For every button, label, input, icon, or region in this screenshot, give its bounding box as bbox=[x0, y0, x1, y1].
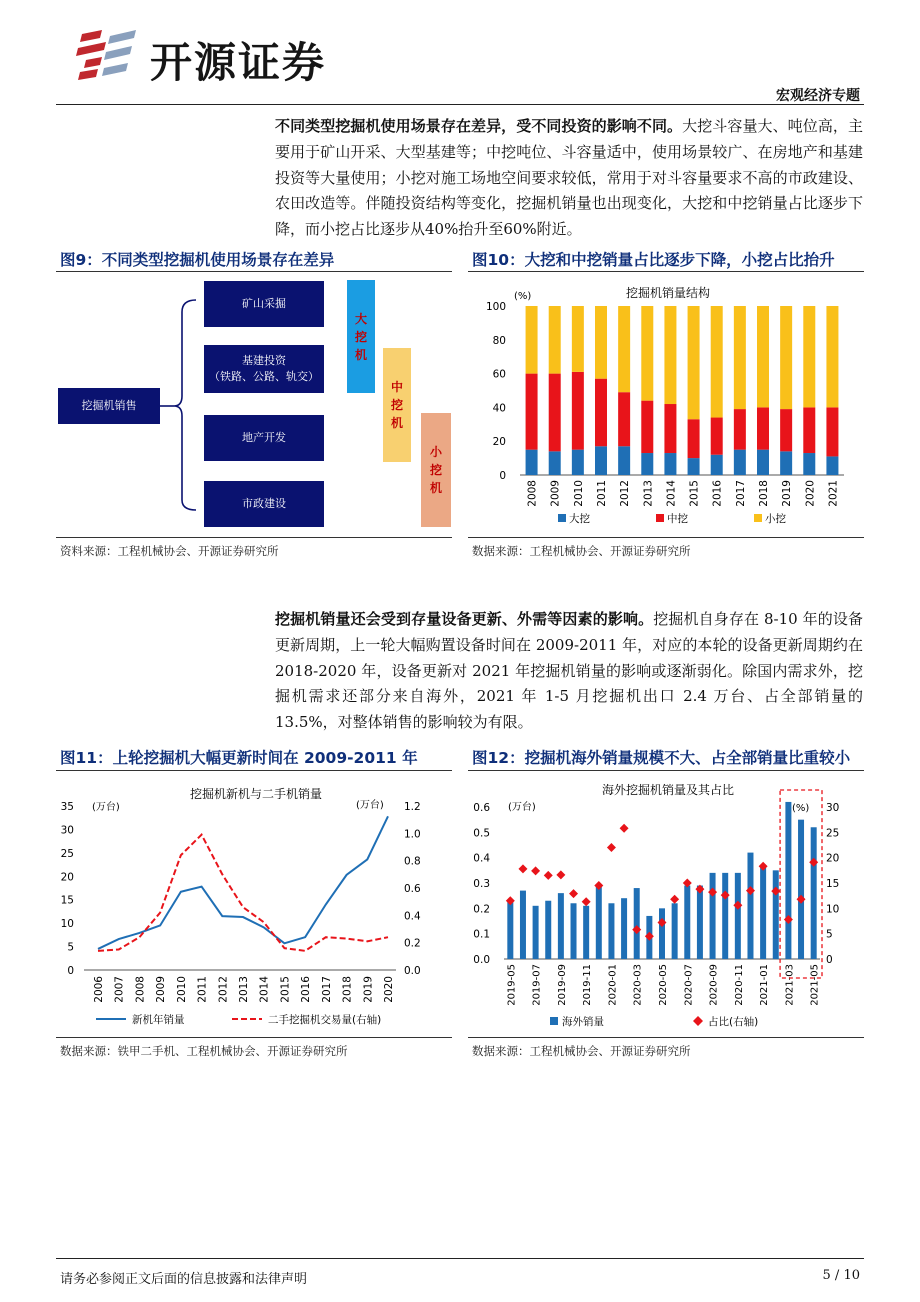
fig12-source: 数据来源：工程机械协会、开源证券研究所 bbox=[472, 1044, 691, 1058]
fig10-x-tick: 2018 bbox=[758, 480, 770, 507]
fig12-bar bbox=[545, 901, 551, 959]
fig12-ratio-marker bbox=[645, 932, 654, 941]
fig12-x-tick: 2020-09 bbox=[708, 964, 720, 1006]
fig11-x-tick: 2012 bbox=[217, 976, 230, 1003]
fig10-bar-segment bbox=[572, 450, 584, 475]
fig11-y2-tick: 1.0 bbox=[404, 828, 421, 841]
fig10-bottom-rule bbox=[468, 537, 864, 538]
fig12-bar bbox=[634, 888, 640, 959]
fig11-x-tick: 2009 bbox=[155, 976, 168, 1003]
fig10-bar-segment bbox=[595, 446, 607, 475]
fig11-legend-label: 二手挖掘机交易量(右轴) bbox=[268, 1014, 382, 1026]
fig12-ratio-marker bbox=[771, 887, 780, 896]
fig12-x-tick: 2020-11 bbox=[733, 964, 745, 1006]
diagram-bar-medium bbox=[383, 348, 411, 462]
fig12-y-tick: 0.4 bbox=[473, 852, 490, 865]
fig11-y2-tick: 0.6 bbox=[404, 883, 421, 895]
fig10-bar-segment bbox=[826, 407, 838, 456]
fig12-ratio-marker bbox=[506, 896, 515, 905]
fig10-bar-segment bbox=[734, 306, 746, 409]
fig12-y-tick: 0.3 bbox=[473, 878, 490, 890]
fig10-chart bbox=[468, 275, 864, 537]
fig11-y2-tick: 0.2 bbox=[404, 937, 421, 950]
fig11-y-tick: 20 bbox=[60, 871, 74, 884]
diagram-bar-large bbox=[347, 280, 375, 393]
fig12-x-tick: 2020-01 bbox=[607, 964, 619, 1006]
fig10-bar-segment bbox=[641, 401, 653, 453]
fig10-y-tick: 0 bbox=[499, 470, 506, 482]
fig10-x-tick: 2020 bbox=[804, 480, 817, 507]
fig12-legend-label: 海外销量 bbox=[562, 1016, 604, 1028]
fig12-bar bbox=[760, 865, 766, 959]
fig10-bar-segment bbox=[757, 306, 769, 407]
fig12-ratio-marker bbox=[531, 866, 540, 875]
fig12-bar bbox=[684, 886, 690, 959]
diagram-item-real-estate bbox=[204, 415, 324, 461]
fig12-y-tick: 0.1 bbox=[473, 928, 490, 941]
fig10-legend-swatch bbox=[656, 514, 664, 522]
fig10-x-tick: 2016 bbox=[711, 480, 724, 507]
fig12-y2-tick: 15 bbox=[826, 878, 840, 890]
fig10-y-tick: 20 bbox=[492, 436, 506, 449]
fig12-bar bbox=[722, 873, 728, 959]
fig10-bar-segment bbox=[757, 407, 769, 449]
fig11-y2-tick: 0.8 bbox=[404, 855, 421, 868]
paragraph-1 bbox=[275, 114, 863, 243]
fig12-bar bbox=[747, 853, 753, 959]
fig12-bar bbox=[583, 906, 589, 959]
fig12-bottom-rule bbox=[468, 1037, 864, 1038]
fig12-y-unit: (万台) bbox=[508, 802, 536, 813]
fig12-ratio-marker bbox=[607, 843, 616, 852]
fig12-ratio-marker bbox=[518, 864, 527, 873]
fig10-legend-label: 中挖 bbox=[667, 513, 688, 525]
fig10-bar-segment bbox=[688, 419, 700, 458]
fig11-y2-tick: 0.0 bbox=[404, 965, 421, 977]
fig12-bar bbox=[710, 873, 716, 959]
fig10-bar-segment bbox=[711, 418, 723, 455]
fig10-x-tick: 2009 bbox=[549, 480, 562, 507]
fig12-bar bbox=[735, 873, 741, 959]
fig11-x-tick: 2010 bbox=[175, 976, 188, 1003]
fig10-top-rule bbox=[468, 271, 864, 272]
fig11-y-tick: 25 bbox=[60, 847, 74, 860]
fig12-legend-label: 占比(右轴) bbox=[708, 1016, 759, 1028]
fig10-bar-segment bbox=[826, 306, 838, 407]
fig10-bar-segment bbox=[549, 374, 561, 452]
fig10-x-tick: 2014 bbox=[665, 480, 678, 507]
fig10-bar-segment bbox=[664, 453, 676, 475]
fig12-ratio-marker bbox=[708, 888, 717, 897]
fig11-y-tick: 30 bbox=[60, 824, 74, 837]
fig10-bar-segment bbox=[526, 374, 538, 450]
paragraph-1-body: 大挖斗容量大、吨位高，主要用于矿山开采、大型基建等；中挖吨位、斗容量适中，使用场景较广、在房地产和基建投资等大量使用；小挖对施工场地空间要求较低，常用于对斗容量要求不高的市政建设、农田改造等。伴随投资结构等变化，挖掘机销量也出现变化，大挖和中挖销量占比逐步下降，而小挖占比逐步从40%抬升至60%附近。 bbox=[275, 117, 863, 239]
diagram-item-mining bbox=[204, 281, 324, 327]
fig12-ratio-marker bbox=[797, 895, 806, 904]
fig10-bar-segment bbox=[688, 306, 700, 419]
fig12-bar bbox=[621, 898, 627, 959]
fig10-bar-segment bbox=[711, 306, 723, 418]
fig11-chart-title: 挖掘机新机与二手机销量 bbox=[189, 787, 323, 801]
fig11-bottom-rule bbox=[56, 1037, 452, 1038]
fig10-bar-segment bbox=[803, 407, 815, 453]
fig12-x-tick: 2020-05 bbox=[658, 964, 669, 1006]
fig12-bar bbox=[773, 870, 779, 959]
fig10-bar-segment bbox=[526, 450, 538, 475]
fig11-x-tick: 2006 bbox=[93, 976, 105, 1003]
page-number: 5 / 10 bbox=[822, 1268, 860, 1283]
diagram-item-real-estate-label: 地产开发 bbox=[242, 431, 286, 444]
fig12-bar bbox=[571, 903, 577, 959]
fig12-ratio-marker bbox=[556, 870, 565, 879]
fig12-x-tick: 2019-11 bbox=[582, 964, 594, 1006]
fig10-x-tick: 2011 bbox=[596, 480, 608, 507]
fig10-bar-segment bbox=[618, 392, 630, 446]
diagram-bar-large-label: 大挖机 bbox=[354, 312, 367, 362]
fig10-bar-segment bbox=[757, 450, 769, 475]
diagram-root-box bbox=[58, 388, 160, 424]
fig12-ratio-marker bbox=[582, 897, 591, 906]
fig12-bar bbox=[507, 901, 513, 959]
fig12-y-tick: 0.5 bbox=[473, 827, 490, 840]
fig10-bar-segment bbox=[734, 450, 746, 475]
fig11-y-unit: (万台) bbox=[92, 802, 120, 813]
fig10-bar-segment bbox=[803, 453, 815, 475]
fig12-ratio-marker bbox=[658, 918, 667, 927]
fig12-y-tick: 0.6 bbox=[473, 802, 490, 814]
fig12-x-tick: 2019-09 bbox=[556, 964, 568, 1006]
fig11-y-tick: 10 bbox=[60, 918, 74, 931]
fig12-x-tick: 2021-01 bbox=[759, 964, 771, 1006]
fig12-x-tick: 2021-05 bbox=[809, 964, 821, 1006]
diagram-item-municipal-label: 市政建设 bbox=[242, 497, 286, 510]
fig11-legend-label: 新机年销量 bbox=[132, 1014, 185, 1026]
fig10-bar-segment bbox=[572, 306, 584, 372]
fig12-ratio-marker bbox=[759, 862, 768, 871]
diagram-item-infrastructure-sub: （铁路、公路、轨交） bbox=[209, 370, 319, 383]
fig12-ratio-marker bbox=[683, 879, 692, 888]
fig12-ratio-marker bbox=[544, 871, 553, 880]
fig10-bar-segment bbox=[780, 451, 792, 475]
fig12-legend-swatch bbox=[550, 1017, 558, 1025]
diagram-bar-small-label: 小挖机 bbox=[429, 445, 442, 495]
fig11-x-tick: 2013 bbox=[238, 976, 250, 1003]
fig11-x-tick: 2015 bbox=[279, 976, 292, 1003]
header-rule bbox=[56, 104, 864, 105]
fig12-bar bbox=[672, 903, 678, 959]
fig11-y-tick: 15 bbox=[60, 894, 74, 907]
diagram-bracket bbox=[160, 296, 206, 512]
fig10-x-tick: 2019 bbox=[781, 480, 794, 507]
fig10-legend-label: 小挖 bbox=[765, 513, 786, 525]
fig12-x-tick: 2020-03 bbox=[632, 964, 644, 1006]
diagram-item-infrastructure-label: 基建投资 bbox=[242, 354, 286, 367]
fig10-title: 图10：大挖和中挖销量占比逐步下降，小挖占比抬升 bbox=[472, 251, 835, 269]
fig12-x-tick: 2020-07 bbox=[683, 964, 695, 1006]
fig12-legend-swatch bbox=[693, 1016, 703, 1026]
fig10-bar-segment bbox=[595, 379, 607, 447]
fig11-line-used-machines bbox=[98, 835, 388, 951]
fig12-y2-tick: 0 bbox=[826, 954, 833, 966]
fig10-bar-segment bbox=[664, 404, 676, 453]
fig12-ratio-marker bbox=[632, 925, 641, 934]
fig10-bar-segment bbox=[641, 306, 653, 401]
fig9-top-rule bbox=[56, 271, 452, 272]
fig12-bar bbox=[608, 903, 614, 959]
fig10-y-tick: 80 bbox=[492, 334, 506, 347]
fig10-bar-segment bbox=[664, 306, 676, 404]
fig12-y2-unit: (%) bbox=[792, 803, 810, 814]
fig12-ratio-marker bbox=[670, 895, 679, 904]
fig11-chart bbox=[56, 774, 452, 1036]
fig11-y2-tick: 1.2 bbox=[404, 801, 421, 813]
diagram-item-municipal bbox=[204, 481, 324, 527]
fig12-bar bbox=[697, 886, 703, 959]
fig10-x-tick: 2015 bbox=[688, 480, 701, 507]
fig9-source: 资料来源：工程机械协会、开源证券研究所 bbox=[60, 544, 279, 558]
diagram-root-label: 挖掘机销售 bbox=[81, 399, 137, 412]
company-logo bbox=[76, 28, 142, 86]
fig12-ratio-marker bbox=[569, 889, 578, 898]
fig12-bar bbox=[533, 906, 539, 959]
fig11-x-tick: 2016 bbox=[300, 976, 313, 1003]
fig12-x-tick: 2019-07 bbox=[531, 964, 543, 1006]
fig12-y2-tick: 30 bbox=[826, 802, 840, 814]
fig11-x-tick: 2017 bbox=[320, 976, 333, 1003]
fig12-x-tick: 2019-05 bbox=[506, 964, 518, 1006]
fig12-ratio-marker bbox=[733, 901, 742, 910]
fig10-chart-title: 挖掘机销量结构 bbox=[625, 286, 711, 300]
fig10-bar-segment bbox=[549, 306, 561, 374]
paragraph-2-body: 挖掘机自身存在 8-10 年的设备更新周期，上一轮大幅购置设备时间在 2009-2011 年，对应的本轮的设备更新周期约在 2018-2020 年，设备更新对 2021 年挖掘机销量的影响或逐渐弱化。除国内需求外，挖掘机需求还部分来自海外，2021 年 1-5 月挖掘机出口 2.4 万台、占全部销量的 13.5%，对整体销售的影响较为有限。 bbox=[275, 610, 863, 732]
fig10-legend-label: 大挖 bbox=[569, 513, 590, 525]
fig12-y-tick: 0.2 bbox=[473, 903, 490, 916]
fig12-ratio-marker bbox=[784, 915, 793, 924]
fig10-source: 数据来源：工程机械协会、开源证券研究所 bbox=[472, 544, 691, 558]
fig11-y-tick: 35 bbox=[60, 801, 74, 813]
fig9-title: 图9：不同类型挖掘机使用场景存在差异 bbox=[60, 251, 335, 269]
fig10-bar-segment bbox=[734, 409, 746, 450]
fig12-chart-title: 海外挖掘机销量及其占比 bbox=[601, 783, 735, 797]
fig12-ratio-marker bbox=[746, 886, 755, 895]
fig12-bar bbox=[785, 802, 791, 959]
fig12-y2-tick: 25 bbox=[826, 827, 840, 840]
fig11-line-new-machines bbox=[98, 816, 388, 949]
fig11-source: 数据来源：铁甲二手机、工程机械协会、开源证券研究所 bbox=[60, 1044, 348, 1058]
diagram-item-infrastructure bbox=[204, 345, 324, 393]
fig11-x-tick: 2014 bbox=[258, 976, 271, 1003]
company-name: 开源证券 bbox=[150, 38, 327, 87]
fig12-y2-tick: 20 bbox=[826, 852, 840, 865]
paragraph-2-lead: 挖掘机销量还会受到存量设备更新、外需等因素的影响。 bbox=[275, 610, 654, 628]
fig10-bar-segment bbox=[780, 409, 792, 451]
fig10-y-tick: 60 bbox=[492, 368, 506, 381]
fig12-x-tick: 2021-03 bbox=[784, 964, 796, 1006]
fig11-title: 图11：上轮挖掘机大幅更新时间在 2009-2011 年 bbox=[60, 749, 418, 767]
diagram-item-mining-label: 矿山采掘 bbox=[242, 297, 286, 310]
fig10-x-tick: 2012 bbox=[619, 480, 632, 507]
fig11-x-tick: 2011 bbox=[196, 976, 209, 1003]
fig10-x-tick: 2010 bbox=[572, 480, 585, 507]
fig12-top-rule bbox=[468, 770, 864, 771]
fig12-bar bbox=[798, 820, 804, 959]
fig10-bar-segment bbox=[803, 306, 815, 407]
fig10-y-unit: (%) bbox=[514, 291, 532, 302]
fig12-ratio-marker bbox=[721, 891, 730, 900]
fig10-y-tick: 100 bbox=[485, 301, 506, 313]
paragraph-1-lead: 不同类型挖掘机使用场景存在差异，受不同投资的影响不同。 bbox=[275, 117, 683, 135]
fig12-ratio-marker bbox=[594, 881, 603, 890]
fig11-y2-unit: (万台) bbox=[356, 800, 384, 811]
fig10-bar-segment bbox=[826, 456, 838, 475]
fig10-x-tick: 2021 bbox=[827, 480, 840, 507]
diagram-bar-small bbox=[421, 413, 451, 527]
fig12-bar bbox=[520, 891, 526, 959]
fig10-bar-segment bbox=[711, 455, 723, 475]
fig10-bar-segment bbox=[595, 306, 607, 379]
fig10-x-tick: 2013 bbox=[642, 480, 655, 507]
fig10-x-tick: 2017 bbox=[734, 480, 747, 507]
fig11-x-tick: 2008 bbox=[134, 976, 147, 1003]
fig10-bar-segment bbox=[572, 372, 584, 450]
fig10-bar-segment bbox=[526, 306, 538, 374]
fig10-bar-segment bbox=[618, 306, 630, 392]
fig11-x-tick: 2019 bbox=[362, 976, 375, 1003]
fig11-x-tick: 2007 bbox=[113, 976, 126, 1003]
fig11-x-tick: 2020 bbox=[383, 976, 395, 1003]
report-section: 宏观经济专题 bbox=[776, 88, 860, 104]
fig10-bar-segment bbox=[688, 458, 700, 475]
fig11-y2-tick: 0.4 bbox=[404, 910, 421, 923]
fig12-y2-tick: 10 bbox=[826, 903, 840, 916]
fig10-y-tick: 40 bbox=[492, 402, 506, 415]
footer-rule bbox=[56, 1258, 864, 1259]
fig12-ratio-marker bbox=[809, 858, 818, 867]
fig10-bar-segment bbox=[618, 446, 630, 475]
fig11-top-rule bbox=[56, 770, 452, 771]
diagram-bar-medium-label: 中挖机 bbox=[390, 380, 403, 430]
fig11-x-tick: 2018 bbox=[341, 976, 354, 1003]
footer-disclaimer: 请务必参阅正文后面的信息披露和法律声明 bbox=[60, 1272, 308, 1287]
fig12-chart bbox=[468, 774, 864, 1036]
fig12-y-tick: 0.0 bbox=[473, 954, 490, 966]
fig12-y2-tick: 5 bbox=[826, 928, 833, 941]
fig10-bar-segment bbox=[549, 451, 561, 475]
fig10-bar-segment bbox=[780, 306, 792, 409]
fig12-ratio-marker bbox=[620, 824, 629, 833]
fig10-legend-swatch bbox=[754, 514, 762, 522]
fig10-bar-segment bbox=[641, 453, 653, 475]
fig12-bar bbox=[811, 827, 817, 959]
paragraph-2 bbox=[275, 607, 863, 736]
fig11-y-tick: 0 bbox=[67, 965, 74, 977]
fig12-bar bbox=[558, 893, 564, 959]
fig12-bar bbox=[596, 886, 602, 959]
fig11-y-tick: 5 bbox=[67, 941, 74, 954]
fig10-x-tick: 2008 bbox=[526, 480, 539, 507]
fig12-title: 图12：挖掘机海外销量规模不大、占全部销量比重较小 bbox=[472, 749, 851, 767]
fig12-ratio-marker bbox=[695, 885, 704, 894]
fig10-legend-swatch bbox=[558, 514, 566, 522]
fig9-bottom-rule bbox=[56, 537, 452, 538]
fig12-bar bbox=[659, 908, 665, 959]
